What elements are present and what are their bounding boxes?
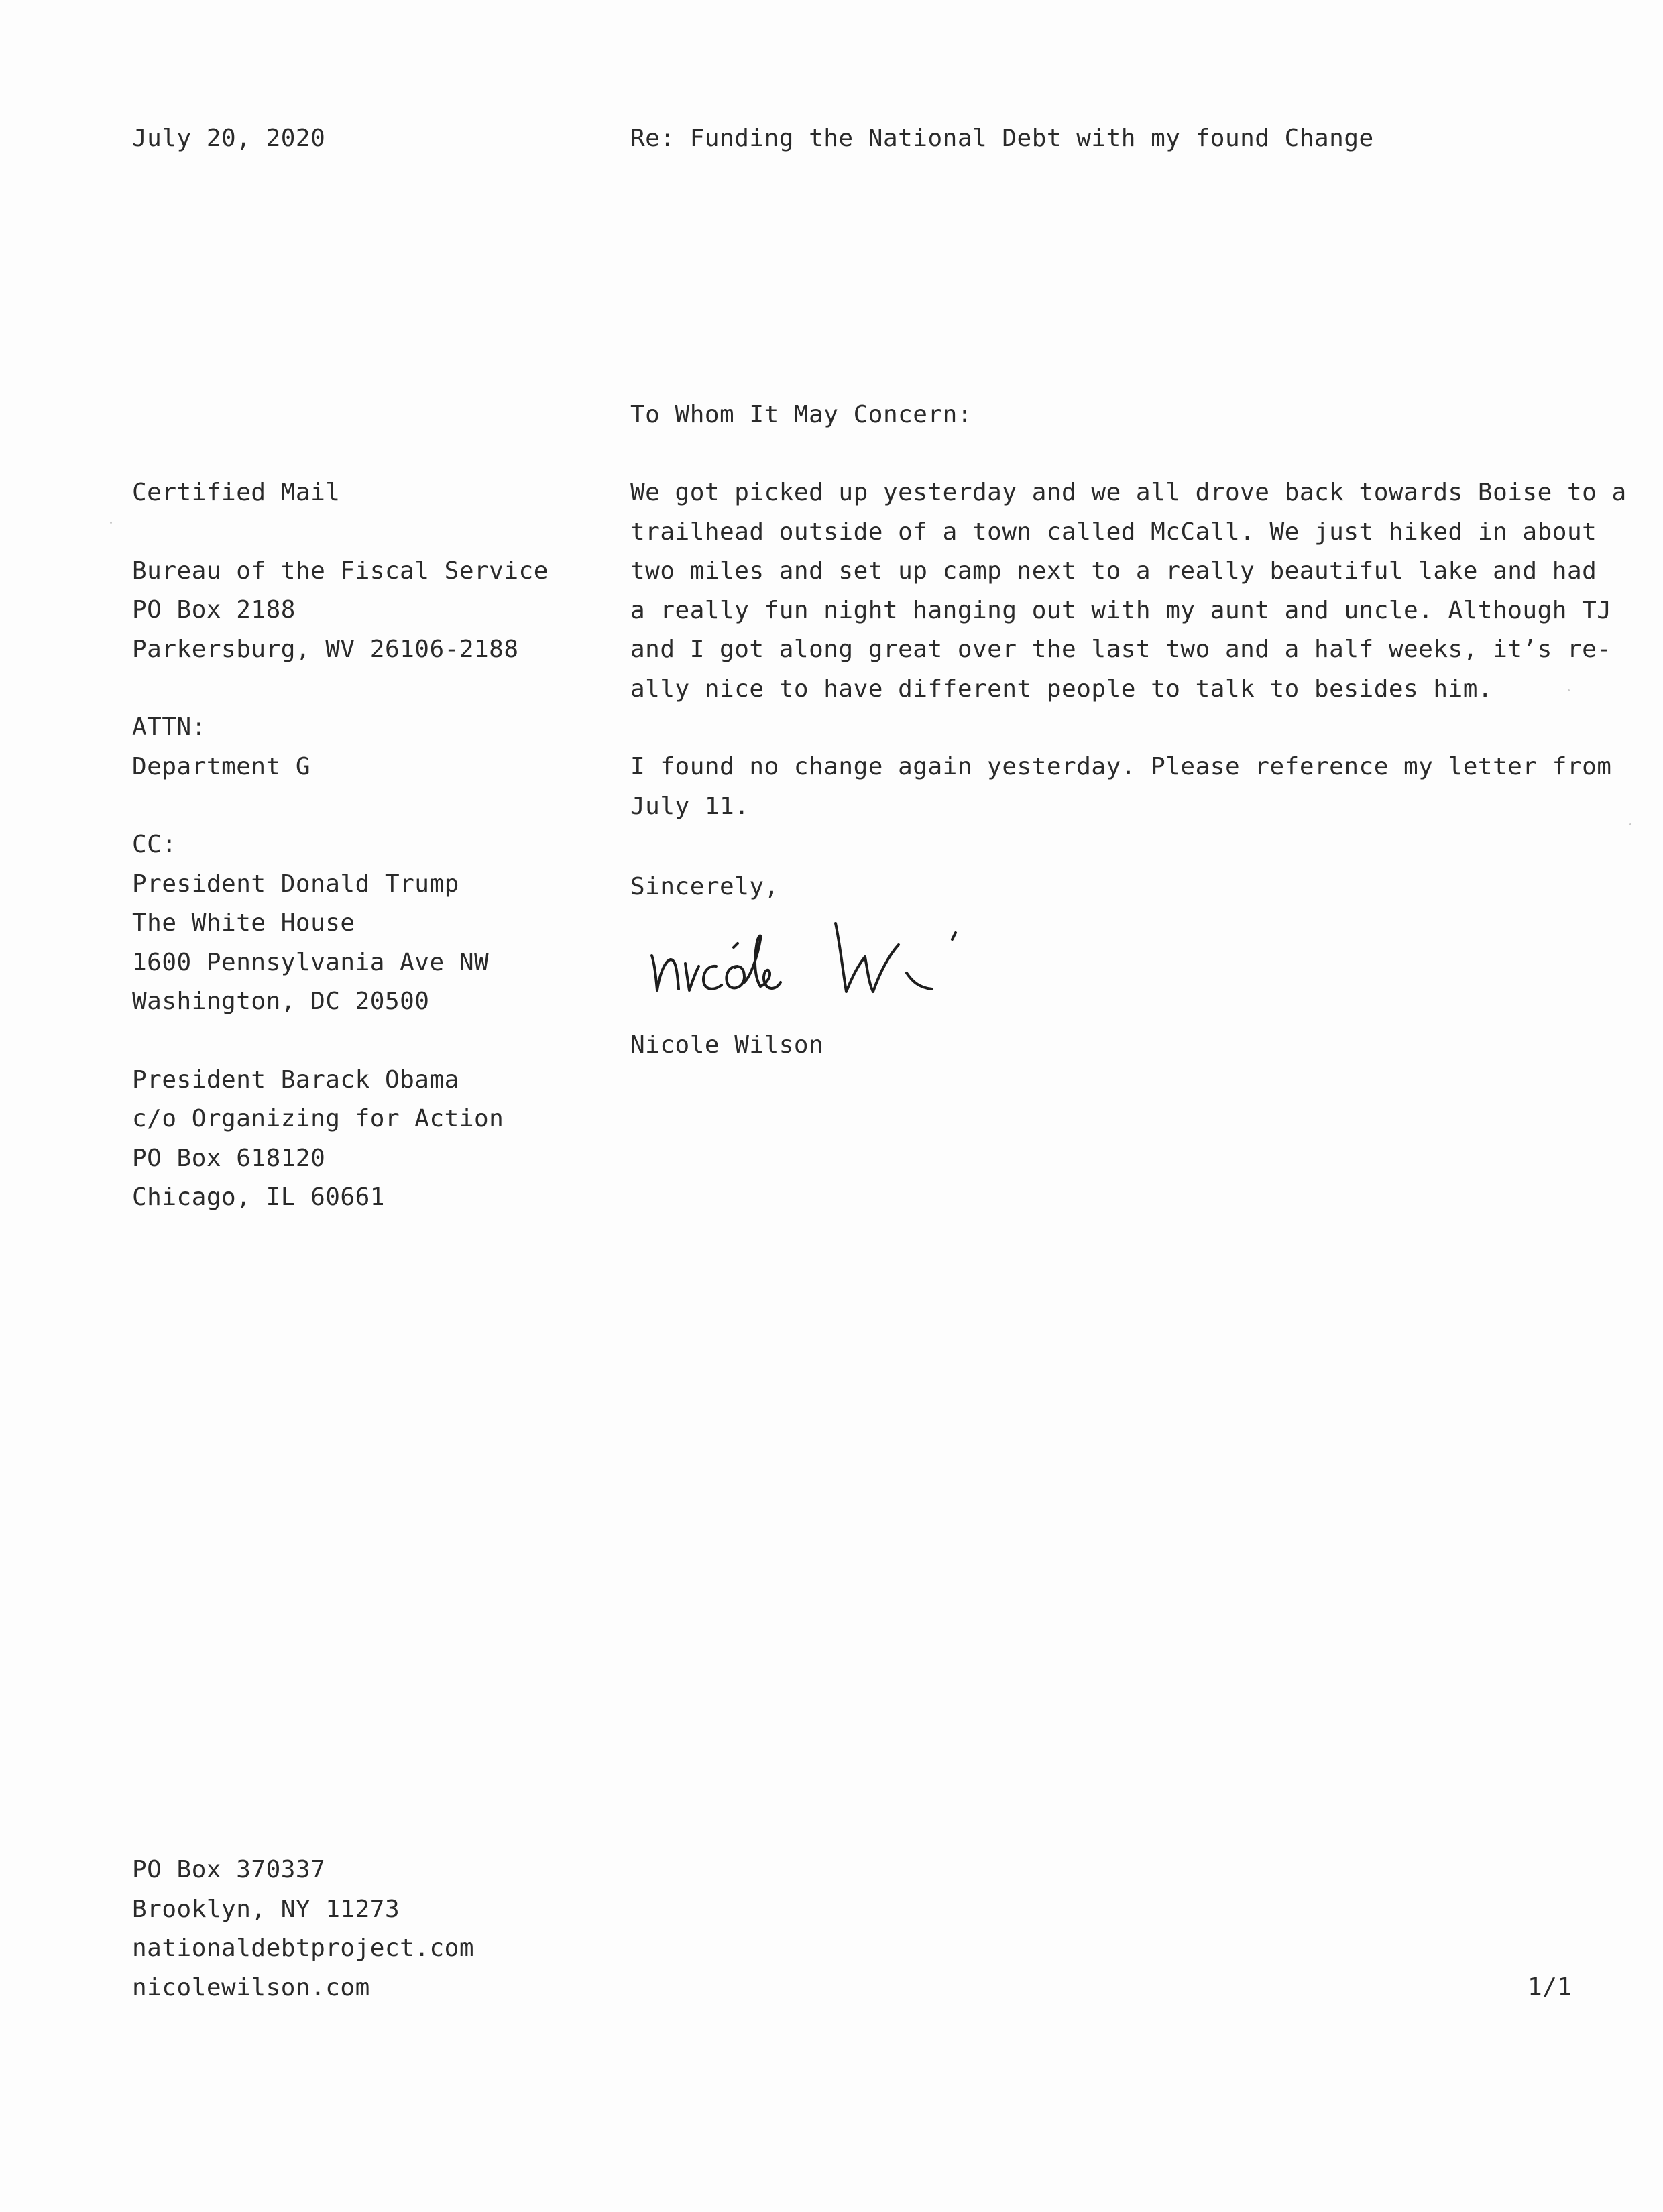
- scan-speck: [1568, 689, 1570, 691]
- body-line: a really fun night hanging out with my aunt and uncle. Although TJ: [630, 596, 1612, 624]
- body-paragraph-2: [630, 748, 1612, 826]
- body-line: trailhead outside of a town called McCall. We just hiked in about: [630, 518, 1597, 546]
- cc-line: PO Box 618120: [132, 1144, 326, 1172]
- signer-name: Nicole Wilson: [630, 1031, 824, 1059]
- attn-label: ATTN:: [132, 713, 207, 741]
- body-line: two miles and set up camp next to a really beautiful lake and had: [630, 557, 1597, 585]
- body-line: and I got along great over the last two and a half weeks, it’s re-: [630, 636, 1612, 663]
- attn-department: Department G: [132, 752, 311, 780]
- salutation: To Whom It May Concern:: [630, 401, 972, 428]
- closing: Sincerely,: [630, 873, 779, 900]
- delivery-method: [132, 473, 549, 513]
- scan-speck: [110, 522, 112, 524]
- cc-label: CC:: [132, 831, 177, 858]
- footer-website: nationaldebtproject.com: [132, 1934, 474, 1962]
- letter-subject: Re: Funding the National Debt with my found Change: [630, 125, 1374, 152]
- cc-line: Chicago, IL 60661: [132, 1183, 385, 1211]
- body-line: I found no change again yesterday. Please reference my letter from: [630, 753, 1612, 780]
- scan-speck: [1629, 823, 1631, 825]
- letter-date: July 20, 2020: [132, 125, 326, 152]
- body-line: We got picked up yesterday and we all drove back towards Boise to a: [630, 479, 1627, 506]
- cc-line: c/o Organizing for Action: [132, 1105, 504, 1132]
- recipient-address: [132, 552, 549, 670]
- cc-line: 1600 Pennsylvania Ave NW: [132, 948, 490, 976]
- cc-block-2: [132, 1061, 549, 1218]
- delivery-method-text: Certified Mail: [132, 479, 341, 506]
- footer-address: [132, 1851, 474, 2007]
- cc-block-1: [132, 825, 549, 1022]
- footer-website: nicolewilson.com: [132, 1973, 370, 2001]
- handwritten-signature: [637, 909, 986, 1009]
- cc-line: President Donald Trump: [132, 870, 459, 898]
- cc-line: Washington, DC 20500: [132, 988, 430, 1015]
- footer-line: Brooklyn, NY 11273: [132, 1895, 400, 1923]
- footer-line: PO Box 370337: [132, 1856, 326, 1883]
- page-number: 1/1: [1528, 1973, 1572, 2001]
- body-line: July 11.: [630, 792, 750, 820]
- cc-line: President Barack Obama: [132, 1065, 459, 1094]
- body-paragraph-1: [630, 473, 1627, 709]
- body-line: ally nice to have different people to talk to besides him.: [630, 675, 1493, 703]
- attention-block: [132, 708, 549, 787]
- cc-line: The White House: [132, 909, 355, 937]
- letter-body: [630, 473, 1627, 865]
- address-column: [132, 473, 549, 1218]
- recipient-line: PO Box 2188: [132, 596, 296, 624]
- recipient-line: Bureau of the Fiscal Service: [132, 557, 549, 585]
- recipient-line: Parkersburg, WV 26106-2188: [132, 635, 519, 663]
